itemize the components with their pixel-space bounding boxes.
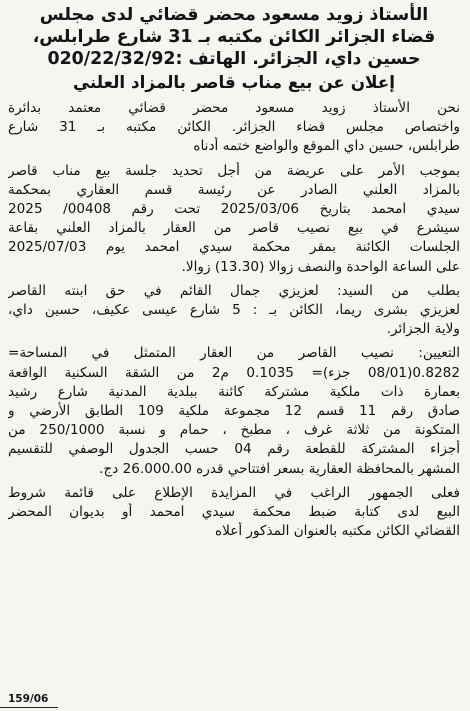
designation-line: المتكونة من ثلاثة غرف ، مطبخ ، حمام و نسبة 250/1000 من [8,422,460,439]
intro-line: واختصاص مجلس قضاء الجزائر. الكائن مكتبه بـ 31 شارع [8,119,460,136]
order-line: بموجب الأمر على عريضة من أجل تحديد جلسة بيع مناب قاصر [8,162,460,179]
request-line: ولاية الجزائر. [386,321,460,338]
request-line: لعزيزي بشرى ريما، الكائن بـ : 5 شارع عيسى عكيف، حسين داي، [8,302,460,319]
order-line: سيدي امحمد بتاريخ 2025/03/06 تحت رقم 00408/ 2025 [8,201,460,218]
designation-line: بعمارة ذات ملكية مشتركة كائنة ببلدية المدنية شارع رشيد [8,383,460,400]
order-line: على الساعة الواحدة والنصف زوالا (13.30) زوالا. [181,258,460,275]
reference-number: 159/06 [8,693,49,705]
header-line-1: الأستاذ زويد مسعود محضر قضائي لدى مجلس [39,5,429,25]
reference-underline [0,707,58,708]
intro-line: نحن الأستاذ زويد مسعود محضر قضائي معتمد بدائرة [8,100,460,116]
closing-line: فعلى الجمهور الراغب في المزايدة الإطلاع على قائمة شروط [8,484,460,501]
designation-line: 0.8282(08/01 جزء)= 0.1035 م2 من الشقة السكنية الواقعة [8,364,460,381]
designation-line: المشهر بالمحافظة العقارية بسعر افتتاحي قدره 26.000.00 دج. [99,460,460,477]
intro-paragraph [8,99,460,157]
request-line: بطلب من السيد: لعزيزي جمال القائم في حق ابنته القاصر [8,282,460,299]
closing-line: البيع لدى كتابة ضبط محكمة سيدي امحمد أو بديوان المحضر [8,504,460,521]
notice-header [8,4,460,70]
order-paragraph [8,162,460,277]
intro-line: طرابلس، حسين داي الموقع والواضع ختمه أدناه [193,138,460,155]
closing-line: القضائي الكائن مكتبه بالعنوان المذكور أعلاه [214,523,460,540]
header-line-3: حسين داي، الجزائر. الهاتف :020/22/32/92 [47,49,421,69]
order-line: سيشرع في بيع نصيب قاصر من العقار بالمزاد العلني بقاعة [8,220,460,237]
order-line: بالمزاد العلني الصادر عن رئيسة قسم العقاري بمحكمة [8,181,460,198]
designation-paragraph [8,344,460,478]
closing-paragraph [8,484,460,542]
designation-line: صادق رقم 11 قسم 12 مجموعة ملكية 109 الطابق الأرضي و [8,403,460,420]
request-paragraph [8,282,460,340]
designation-line: أجزاء المشتركة للقطعة رقم 04 حسب الجدول الوصفي للتقسيم [8,441,460,458]
designation-line: التعيين: نصيب القاصر من العقار المتمثل في المساحة= [8,345,460,362]
order-line: الجلسات الكائنة بمقر محكمة سيدي امحمد يوم 2025/07/03 [8,239,460,256]
notice-body [8,99,460,541]
header-line-2: قضاء الجزائر الكائن مكتبه بـ 31 شارع طرابلس، [32,27,436,47]
notice-title: إعلان عن بيع مناب قاصر بالمزاد العلني [72,72,396,92]
